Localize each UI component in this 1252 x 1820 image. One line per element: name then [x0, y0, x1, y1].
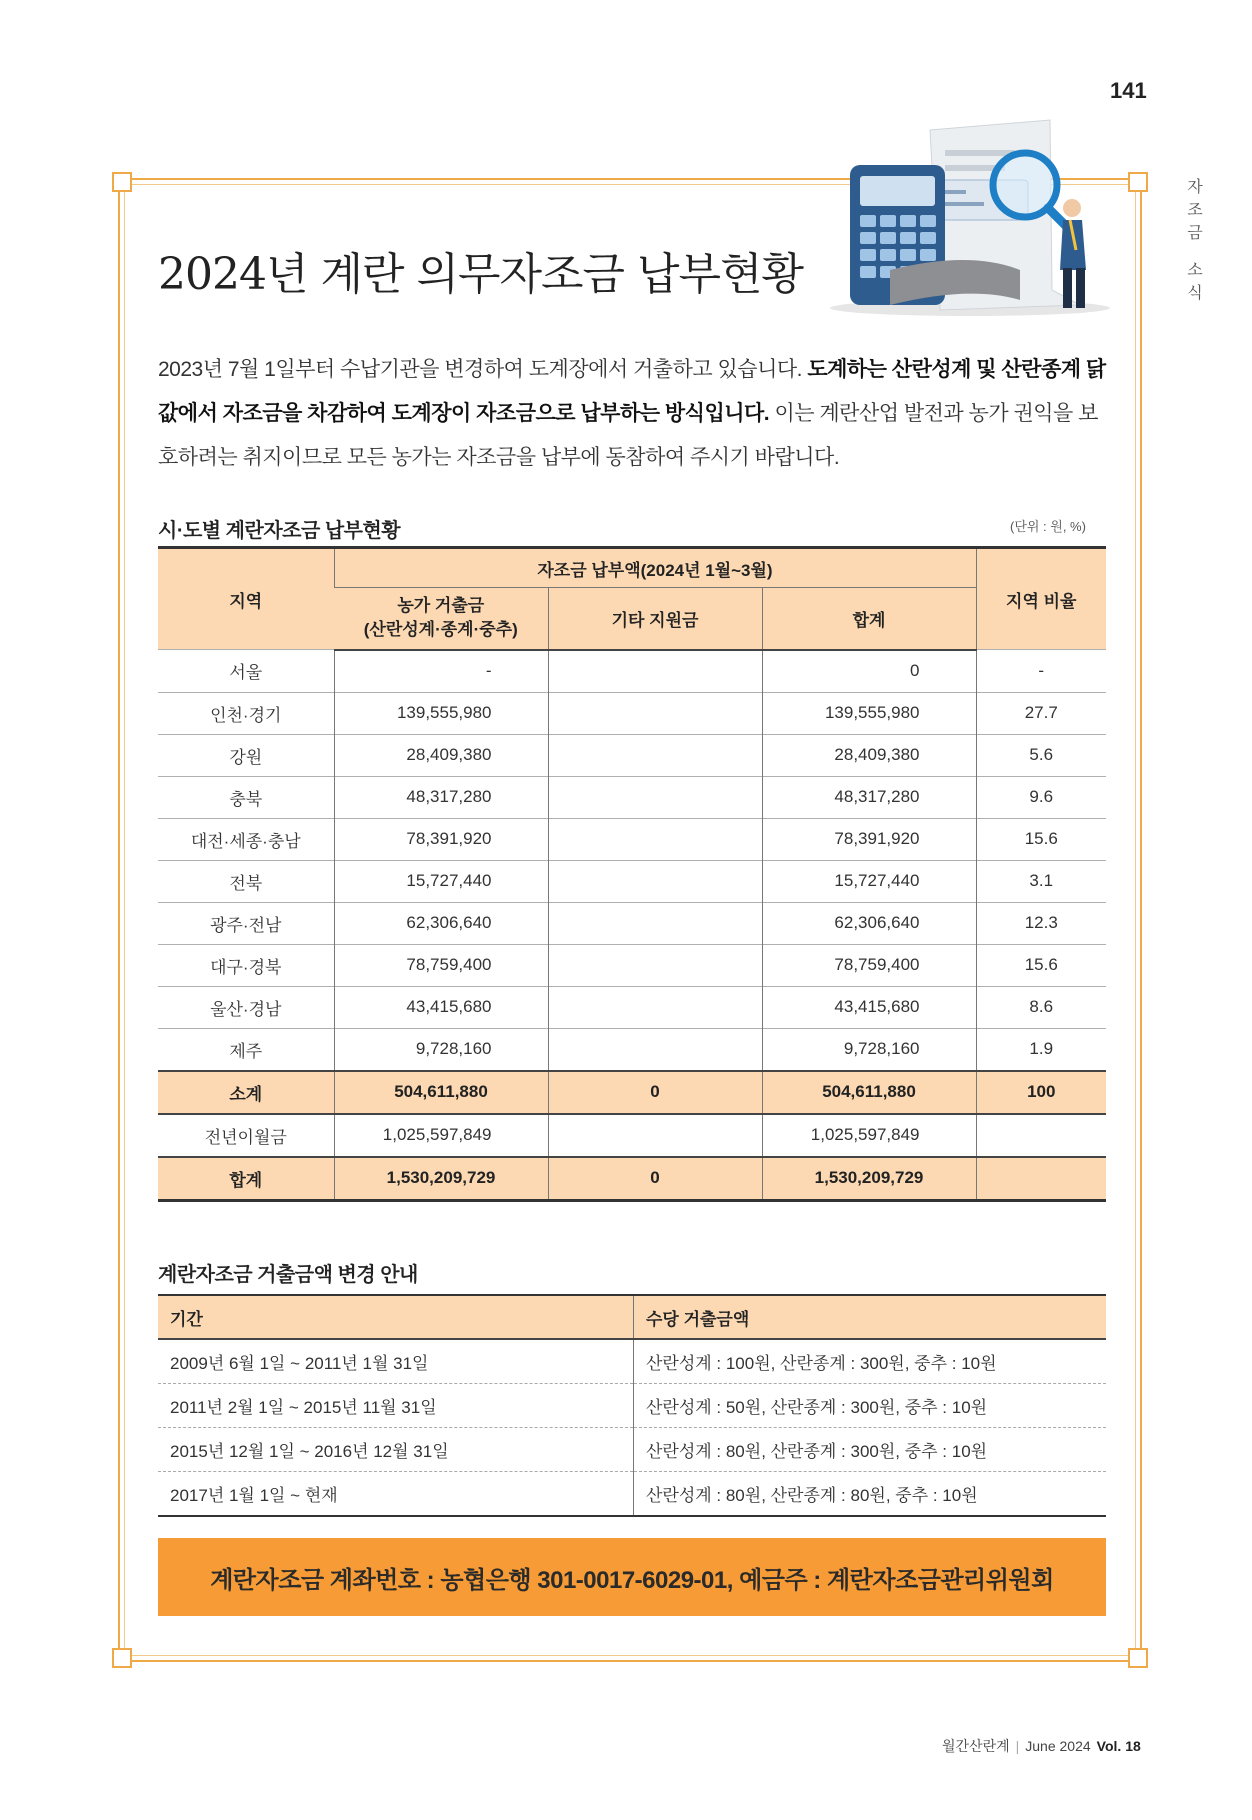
table-row [158, 860, 1106, 902]
regional-table-title: 시·도별 계란자조금 납부현황 [158, 520, 401, 542]
cell-other [548, 944, 762, 986]
cell-sum: 0 [762, 650, 976, 693]
header-ratio: 지역 비율 [976, 548, 1106, 650]
cell-farm: - [334, 650, 548, 693]
regional-payment-table [158, 546, 1106, 1202]
table-row [158, 986, 1106, 1028]
cell-region: 충북 [158, 776, 334, 818]
cell-period: 2015년 12월 1일 ~ 2016년 12월 31일 [158, 1428, 634, 1472]
cell-sum: 48,317,280 [762, 776, 976, 818]
cell-sum: 43,415,680 [762, 986, 976, 1028]
frame-corner [1128, 172, 1148, 192]
changes-table-title: 계란자조금 거출금액 변경 안내 [158, 1264, 418, 1286]
intro-text: 이는 계란산업 발전과 농가 권익을 보호하려는 취지이므로 모든 농가는 자조금을 납부에 동참하여 주시기 바랍니다. [158, 402, 1098, 469]
cell-sum: 78,759,400 [762, 944, 976, 986]
intro-paragraph [158, 348, 1106, 480]
table-row [158, 902, 1106, 944]
footer-date: June 2024 [1025, 1738, 1091, 1754]
cell-farm: 1,025,597,849 [334, 1114, 548, 1157]
cell-other: 0 [548, 1071, 762, 1114]
cell-other [548, 818, 762, 860]
page-title: 2024년 계란 의무자조금 납부현황 [158, 249, 803, 300]
table-row [158, 944, 1106, 986]
cell-ratio: 100 [976, 1071, 1106, 1114]
cell-farm: 78,759,400 [334, 944, 548, 986]
table-row [158, 776, 1106, 818]
cell-ratio: 12.3 [976, 902, 1106, 944]
cell-period: 2011년 2월 1일 ~ 2015년 11월 31일 [158, 1384, 634, 1428]
cell-farm: 504,611,880 [334, 1071, 548, 1114]
cell-ratio: 8.6 [976, 986, 1106, 1028]
table-row [158, 734, 1106, 776]
table-row [158, 1157, 1106, 1201]
cell-region: 서울 [158, 650, 334, 693]
cell-farm: 78,391,920 [334, 818, 548, 860]
cell-region: 강원 [158, 734, 334, 776]
cell-sum: 1,530,209,729 [762, 1157, 976, 1201]
rate-change-table [158, 1294, 1106, 1517]
cell-region: 합계 [158, 1157, 334, 1201]
cell-ratio [976, 1157, 1106, 1201]
cell-farm: 139,555,980 [334, 692, 548, 734]
cell-region: 제주 [158, 1028, 334, 1071]
cell-farm: 62,306,640 [334, 902, 548, 944]
cell-farm: 1,530,209,729 [334, 1157, 548, 1201]
table-row [158, 818, 1106, 860]
cell-amount: 산란성계 : 80원, 산란종계 : 80원, 중추 : 10원 [634, 1472, 1107, 1517]
cell-sum: 1,025,597,849 [762, 1114, 976, 1157]
footer [942, 1736, 1141, 1756]
table-row [158, 1428, 1106, 1472]
cell-ratio: 27.7 [976, 692, 1106, 734]
page-number: 141 [1110, 78, 1147, 103]
cell-region: 대전·세종·충남 [158, 818, 334, 860]
header-farm-line2: (산란성계·종계·중추) [363, 620, 518, 640]
cell-region: 전년이월금 [158, 1114, 334, 1157]
cell-farm: 9,728,160 [334, 1028, 548, 1071]
section-side-label: 자 조 금 소 식 [1187, 179, 1205, 302]
cell-amount: 산란성계 : 100원, 산란종계 : 300원, 중추 : 10원 [646, 1354, 997, 1373]
cell-sum: 139,555,980 [762, 692, 976, 734]
table-row [158, 1339, 1106, 1384]
cell-ratio: 5.6 [976, 734, 1106, 776]
cell-other [548, 860, 762, 902]
cell-ratio: 3.1 [976, 860, 1106, 902]
account-banner: 계란자조금 계좌번호 : 농협은행 301-0017-6029-01, 예금주 : 계란자조금관리위원회 [158, 1538, 1106, 1616]
cell-farm: 48,317,280 [334, 776, 548, 818]
cell-ratio: 1.9 [976, 1028, 1106, 1071]
cell-region: 울산·경남 [158, 986, 334, 1028]
table-row [158, 1028, 1106, 1071]
header-farm [334, 588, 548, 650]
frame-corner [112, 172, 132, 192]
cell-period: 2009년 6월 1일 ~ 2011년 1월 31일 [158, 1339, 634, 1384]
footer-magazine: 월간산란계 [942, 1738, 1010, 1754]
cell-farm: 15,727,440 [334, 860, 548, 902]
cell-region: 인천·경기 [158, 692, 334, 734]
header-other: 기타 지원금 [548, 588, 762, 650]
cell-other [548, 986, 762, 1028]
cell-sum: 62,306,640 [762, 902, 976, 944]
cell-other [548, 1028, 762, 1071]
cell-other [548, 1114, 762, 1157]
table-row [158, 1384, 1106, 1428]
cell-period: 2017년 1월 1일 ~ 현재 [158, 1472, 634, 1517]
calculator-illustration [820, 110, 1120, 320]
header-region: 지역 [158, 548, 334, 650]
cell-ratio [976, 1114, 1106, 1157]
cell-region: 소계 [158, 1071, 334, 1114]
header-farm-line1: 농가 거출금 [397, 596, 485, 616]
table-row [158, 692, 1106, 734]
footer-separator: | [1015, 1738, 1020, 1754]
header-amount: 수당 거출금액 [634, 1295, 1107, 1339]
frame-corner [1128, 1648, 1148, 1668]
table-row [158, 650, 1106, 693]
intro-text: 2023년 7월 1일부터 수납기관을 변경하여 도계장에서 거출하고 있습니다. [158, 358, 808, 381]
table-row [158, 1114, 1106, 1157]
table-row [158, 1472, 1106, 1517]
header-payment-group: 자조금 납부액(2024년 1월~3월) [334, 548, 976, 588]
header-sum: 합계 [762, 588, 976, 650]
cell-sum: 28,409,380 [762, 734, 976, 776]
cell-sum: 78,391,920 [762, 818, 976, 860]
cell-other [548, 902, 762, 944]
cell-amount: 산란성계 : 50원, 산란종계 : 300원, 중추 : 10원 [634, 1384, 1107, 1428]
cell-ratio: 15.6 [976, 944, 1106, 986]
cell-sum: 9,728,160 [762, 1028, 976, 1071]
cell-ratio: 15.6 [976, 818, 1106, 860]
cell-other [548, 692, 762, 734]
unit-label: (단위 : 원, %) [1010, 519, 1086, 534]
table-row [158, 1071, 1106, 1114]
cell-other [548, 734, 762, 776]
cell-ratio: 9.6 [976, 776, 1106, 818]
cell-amount: 산란성계 : 80원, 산란종계 : 300원, 중추 : 10원 [634, 1428, 1107, 1472]
cell-other: 0 [548, 1157, 762, 1201]
cell-sum: 504,611,880 [762, 1071, 976, 1114]
intro-bold-text: 도계하는 산란성계 및 산란종계 닭값에서 자조금을 차감하여 도계장이 자조금으로 납부하는 방식입니다. [158, 358, 1106, 425]
cell-region: 전북 [158, 860, 334, 902]
cell-region: 광주·전남 [158, 902, 334, 944]
footer-volume: Vol. 18 [1096, 1738, 1141, 1754]
cell-other [548, 776, 762, 818]
cell-region: 대구·경북 [158, 944, 334, 986]
cell-other [548, 650, 762, 693]
cell-sum: 15,727,440 [762, 860, 976, 902]
cell-farm: 43,415,680 [334, 986, 548, 1028]
cell-ratio: - [976, 650, 1106, 693]
header-period: 기간 [158, 1295, 634, 1339]
frame-corner [112, 1648, 132, 1668]
cell-farm: 28,409,380 [334, 734, 548, 776]
